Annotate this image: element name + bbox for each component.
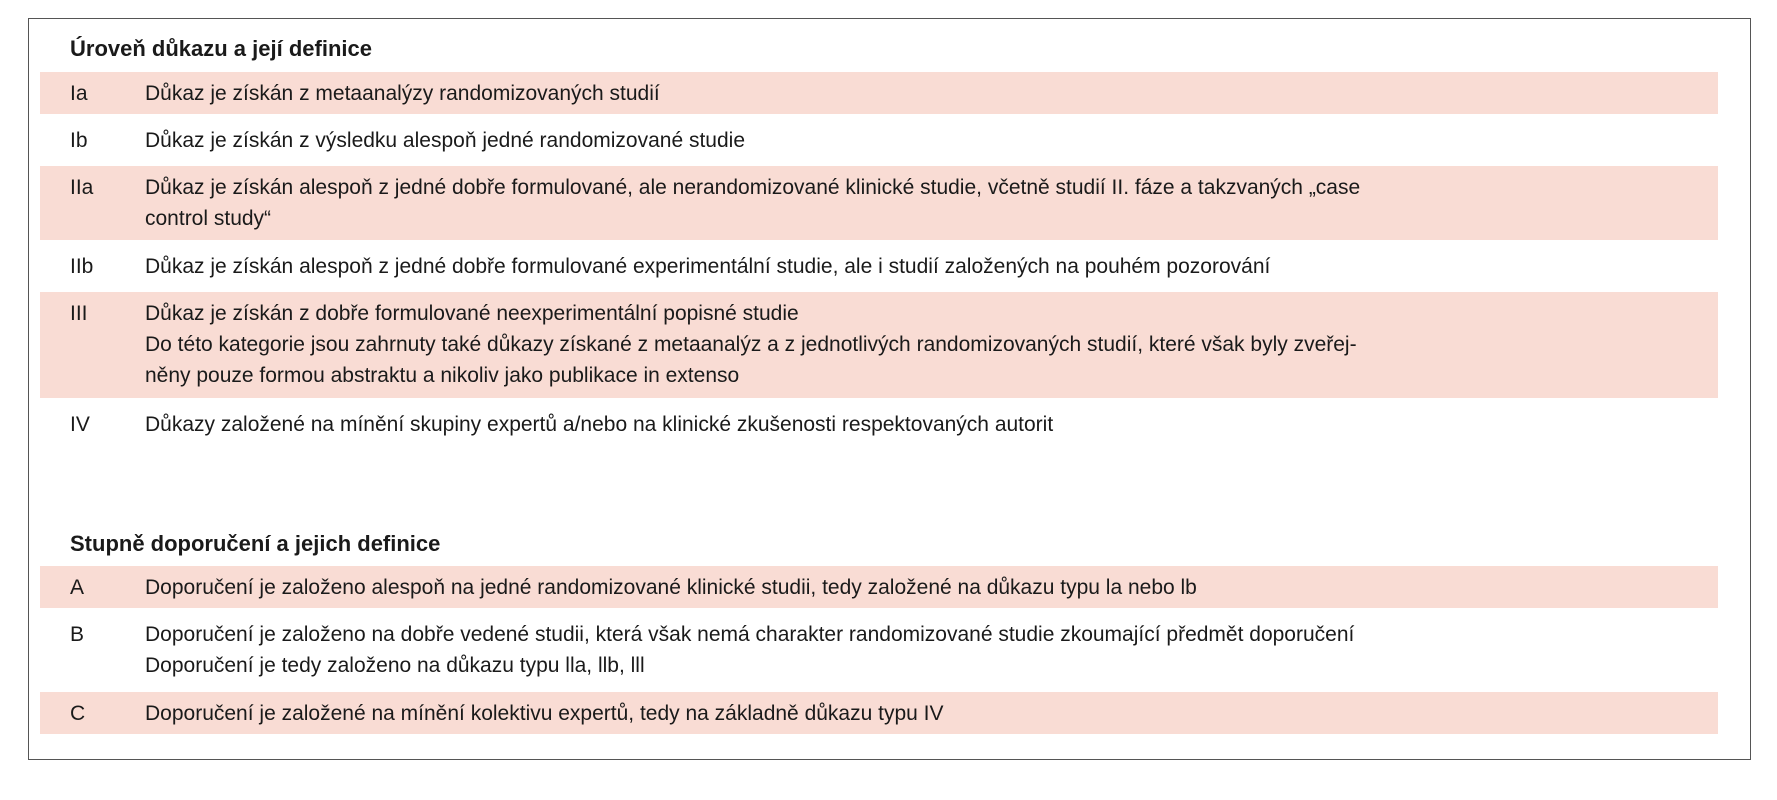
definition-line: control study“: [145, 207, 272, 230]
table-row: [40, 166, 1718, 240]
recommendation-grade-definition: [145, 619, 1718, 681]
definition-line: Doporučení je založené na mínění kolektivu expertů, tedy na základně důkazu typu IV: [145, 702, 944, 725]
evidence-section-title: Úroveň důkazu a její definice: [70, 36, 372, 61]
recommendation-section-title: Stupně doporučení a jejich definice: [70, 531, 441, 556]
recommendation-grade-definition: [145, 572, 1718, 602]
definition-line: Důkaz je získán z dobře formulované neexperimentální popisné studie: [145, 302, 799, 325]
table-row: [40, 613, 1718, 687]
table-row: [40, 692, 1718, 734]
definition-line: Doporučení je tedy založeno na důkazu typu lla, llb, lll: [145, 654, 645, 677]
evidence-level-definition: [145, 409, 1718, 439]
table-row: [40, 119, 1718, 161]
evidence-level-label: Ia: [70, 82, 88, 105]
table-row: [40, 403, 1718, 445]
definition-line: Důkaz je získán z metaanalýzy randomizovaných studií: [145, 82, 660, 105]
definition-line: Doporučení je založeno na dobře vedené studii, která však nemá charakter randomizované studie zkoumající předmět doporučení: [145, 623, 1355, 646]
evidence-level-label: IIb: [70, 255, 94, 278]
definition-line: Důkaz je získán alespoň z jedné dobře formulované experimentální studie, ale i studií založených na pouhém pozorování: [145, 255, 1271, 278]
recommendation-grade-label: C: [70, 702, 86, 725]
table-row: [40, 245, 1718, 287]
evidence-level-definition: [145, 78, 1718, 108]
recommendation-grade-label: A: [70, 576, 85, 599]
definition-line: Do této kategorie jsou zahrnuty také důkazy získané z metaanalýz a z jednotlivých randomizovaných studií, které však byly zveřej-: [145, 333, 1357, 356]
definition-line: Doporučení je založeno alespoň na jedné randomizované klinické studii, tedy založené na důkazu typu la nebo lb: [145, 576, 1197, 599]
recommendation-grade-definition: [145, 698, 1718, 728]
evidence-level-definition: [145, 251, 1718, 281]
evidence-levels-section: [40, 36, 1718, 450]
recommendation-grades-section: [40, 531, 1718, 739]
definition-line: něny pouze formou abstraktu a nikoliv jako publikace in extenso: [145, 364, 740, 387]
evidence-level-label: Ib: [70, 129, 88, 152]
evidence-level-label: IV: [70, 413, 90, 436]
evidence-level-definition: [145, 298, 1718, 392]
recommendation-grade-label: B: [70, 623, 85, 646]
evidence-level-definition: [145, 172, 1718, 234]
table-row: [40, 292, 1718, 398]
definition-line: Důkazy založené na mínění skupiny expertů a/nebo na klinické zkušenosti respektovaných autorit: [145, 413, 1054, 436]
evidence-level-label: IIa: [70, 176, 94, 199]
definition-line: Důkaz je získán z výsledku alespoň jedné randomizované studie: [145, 129, 746, 152]
table-row: [40, 566, 1718, 608]
evidence-level-label: III: [70, 302, 88, 325]
definition-line: Důkaz je získán alespoň z jedné dobře formulované, ale nerandomizované klinické studie, včetně studií II. fáze a takzvaných „case: [145, 176, 1361, 199]
evidence-level-definition: [145, 125, 1718, 155]
table-row: [40, 72, 1718, 114]
